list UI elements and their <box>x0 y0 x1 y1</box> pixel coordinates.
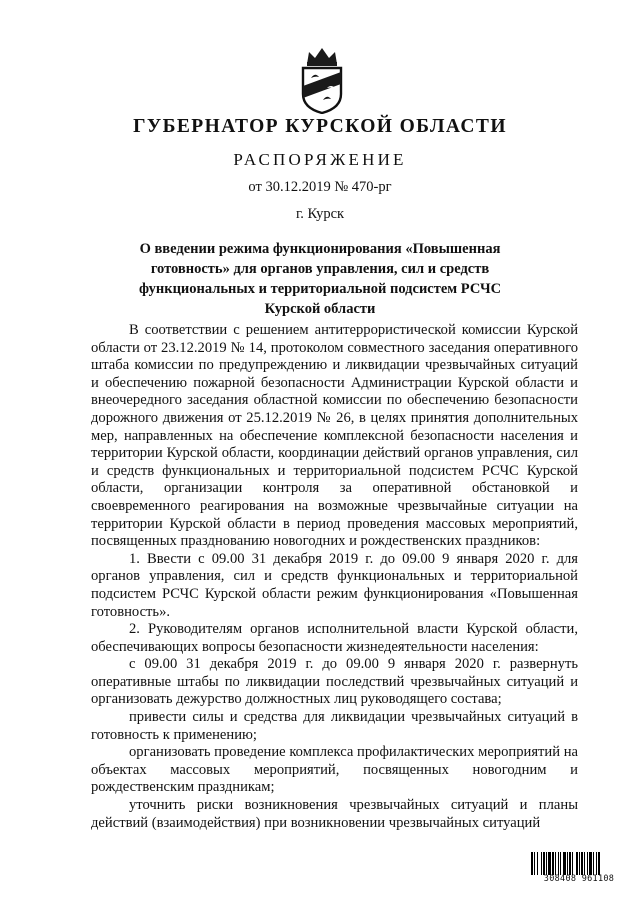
document-title: ГУБЕРНАТОР КУРСКОЙ ОБЛАСТИ <box>133 116 507 137</box>
barcode-icon <box>531 852 627 875</box>
paragraph: В соответствии с решением антитеррористической комиссии Курской области от 23.12.2019 № 14, протоколом совместного заседания оперативного штаба комиссии по предупреждению и ликвидации чрезвычайных ситуаций и обеспечению пожарной безопасности Администрации Курской области и внеочередного заседания областной комиссии по обеспечению безопасности дорожного движения от 25.12.2019 № 26, в целях принятия дополнительных мер, направленных на обеспечение комплексной безопасности населения и территории Курской области, координации действий органов управления, сил и средств функциональных и территориальной подсистем РСЧС Курской области, организации контроля за оперативной обстановкой и своевременного реагирования на возможные чрезвычайные ситуации на территории Курской области в период проведения массовых мероприятий, посвященных празднованию новогодних и рождественских праздников: <box>91 322 578 550</box>
paragraph: уточнить риски возникновения чрезвычайных ситуаций и планы действий (взаимодействия) при возникновении чрезвычайных ситуаций <box>91 797 578 831</box>
paragraph: организовать проведение комплекса профилактических мероприятий на объектах массовых мероприятий, посвященных новогодним и рождественским праздникам; <box>91 744 578 796</box>
paragraph: 2. Руководителям органов исполнительной власти Курской области, обеспечивающих вопросы безопасности жизнедеятельности населения: <box>91 621 578 655</box>
document-type: РАСПОРЯЖЕНИЕ <box>233 150 407 169</box>
paragraph: привести силы и средства для ликвидации чрезвычайных ситуаций в готовность к применению; <box>91 709 578 743</box>
date-number-line: от 30.12.2019 № 470-рг <box>248 179 392 195</box>
document-subject: О введении режима функционирования «Повышенная готовность» для органов управления, сил и средств функциональных и территориальной подсистем РСЧС Курской области <box>138 241 502 317</box>
document-body <box>91 322 578 832</box>
paragraph: с 09.00 31 декабря 2019 г. до 09.00 9 января 2020 г. развернуть оперативные штабы по ликвидации последствий чрезвычайных ситуаций и организовать дежурство должностных лиц руководящего состава; <box>91 656 578 708</box>
coat-of-arms-icon <box>297 44 347 114</box>
barcode-number: 308408 961108 <box>543 874 615 884</box>
barcode <box>531 852 627 882</box>
city-label: г. Курск <box>295 206 345 222</box>
paragraph: 1. Ввести с 09.00 31 декабря 2019 г. до 09.00 9 января 2020 г. для органов управления, сил и средств функциональных и территориальной подсистем РСЧС Курской области режим функционирования «Повышенная готовность». <box>91 550 578 620</box>
